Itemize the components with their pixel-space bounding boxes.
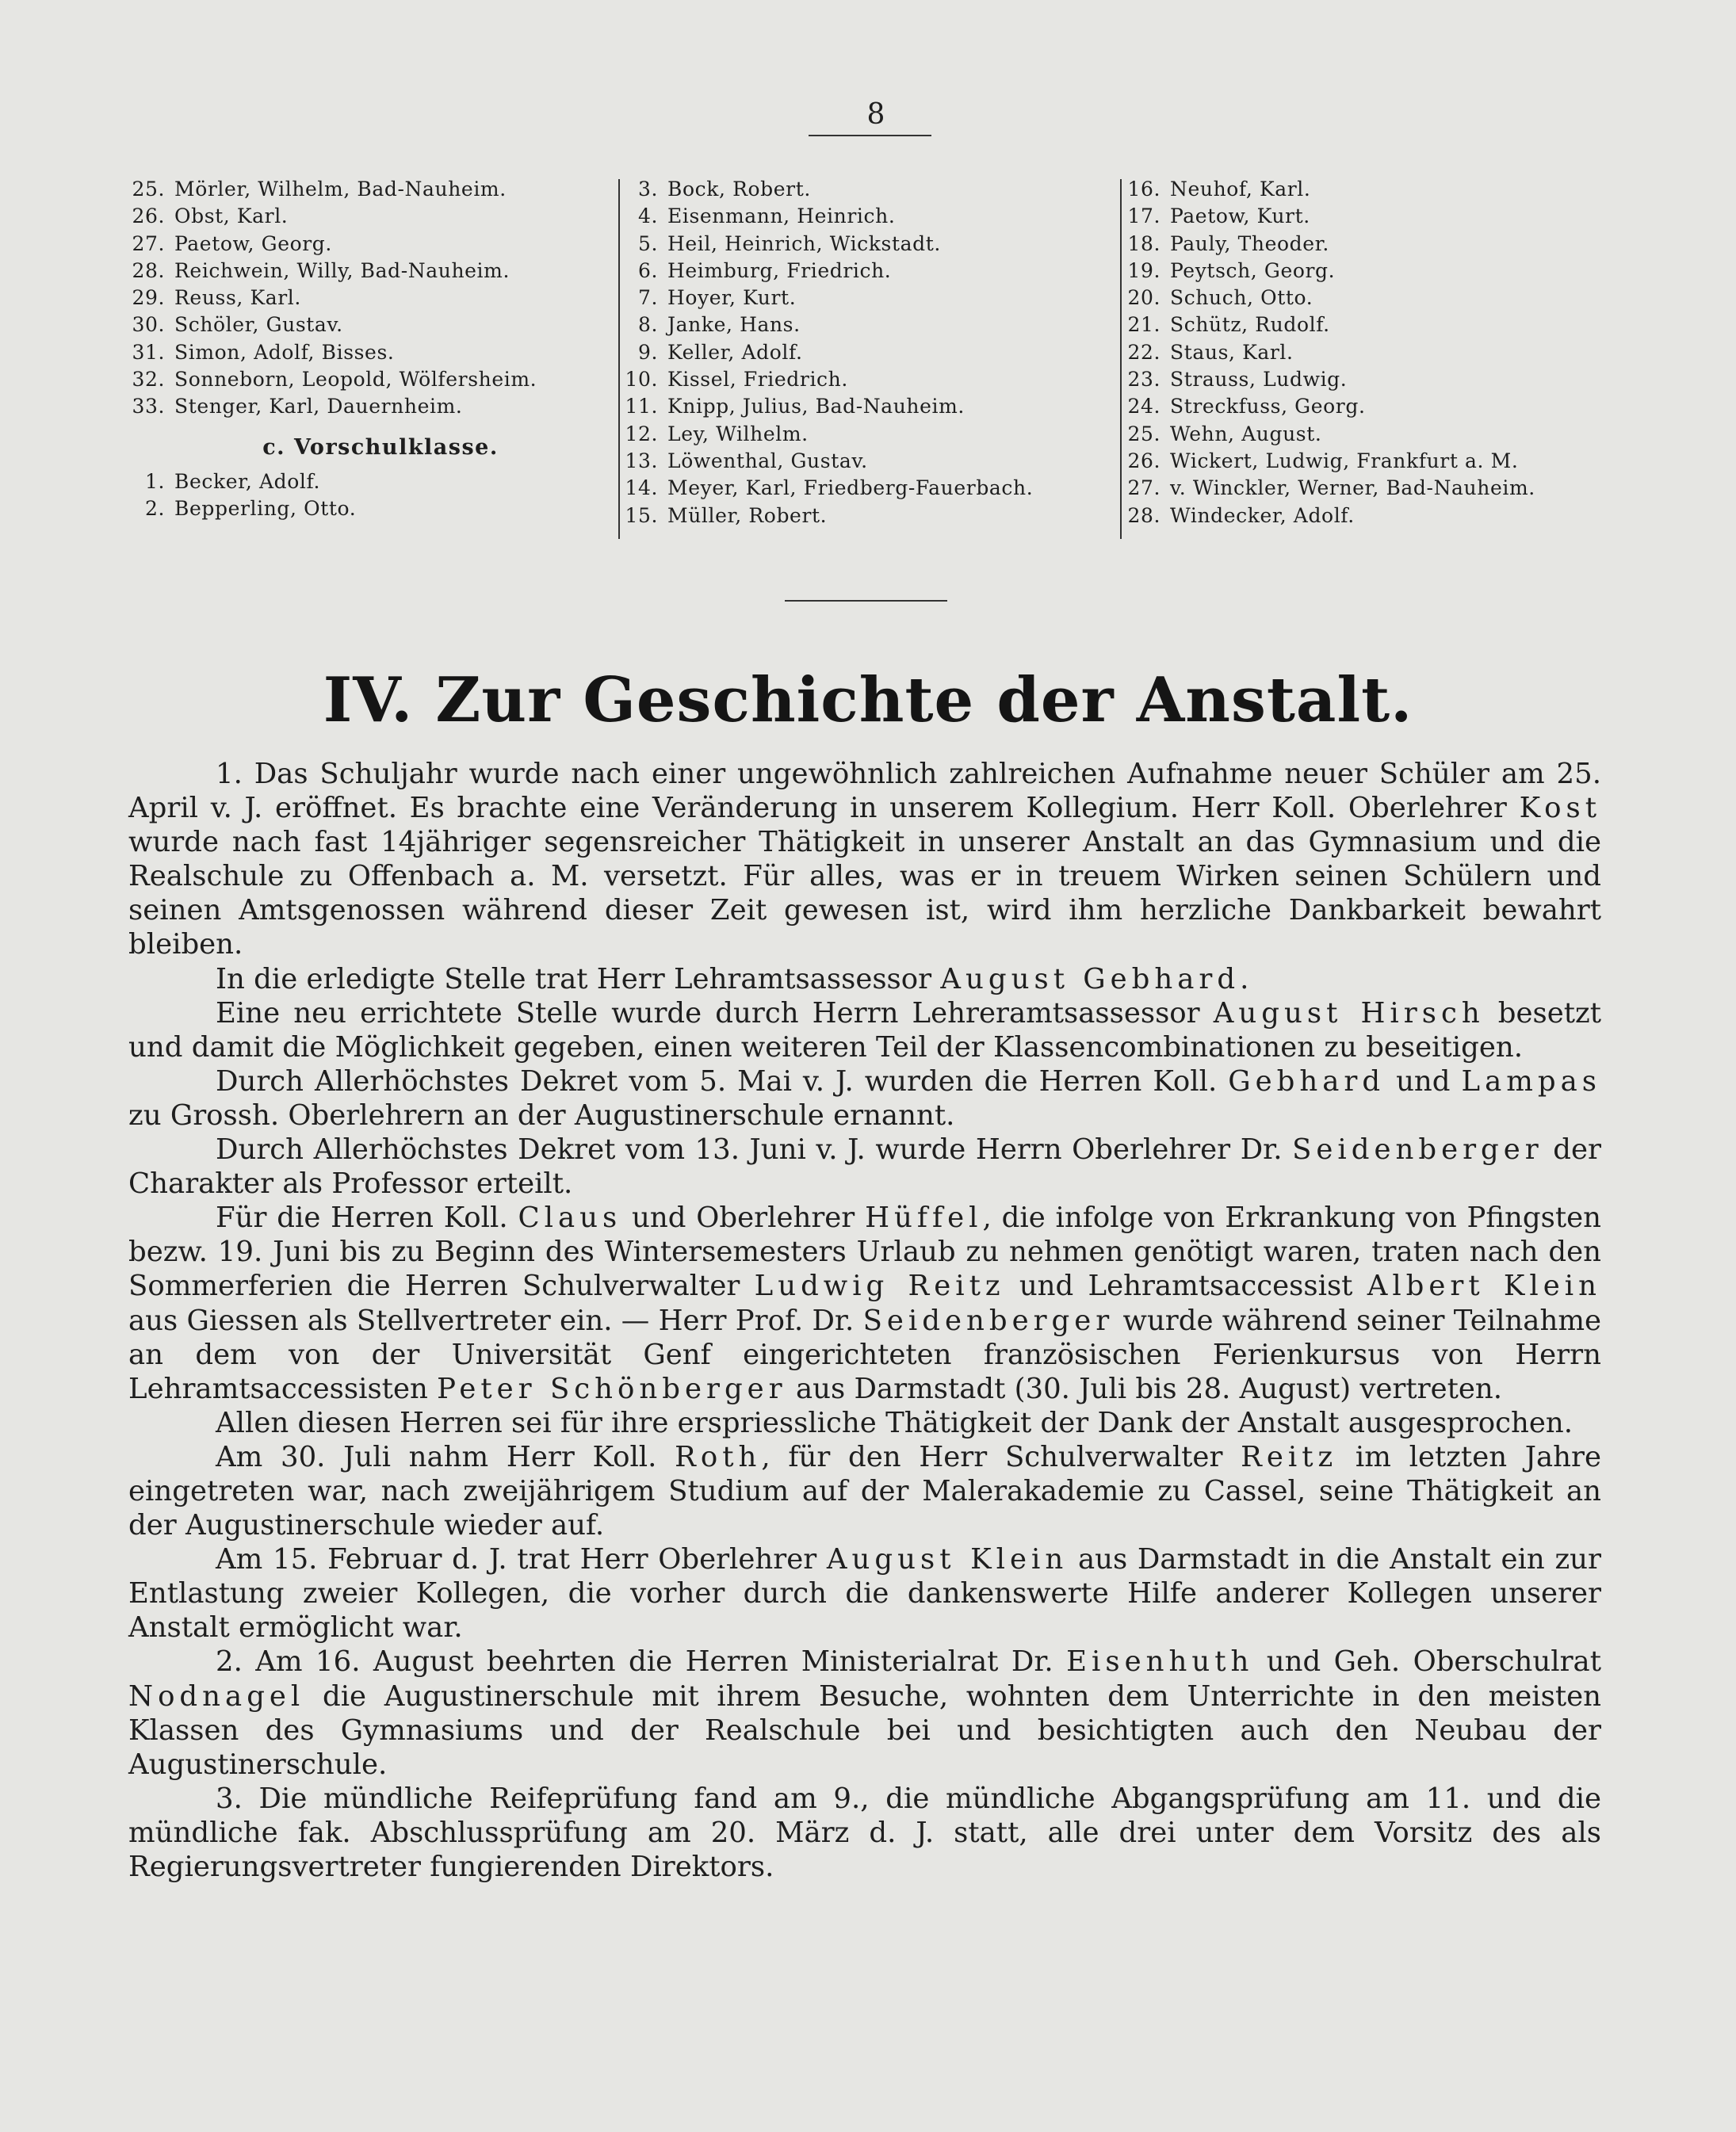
- paragraph-text: 2. Am 16. August beehrten die Herren Ministerialrat Dr.: [216, 1645, 1067, 1679]
- list-item-name: Paetow, Kurt.: [1170, 204, 1310, 228]
- paragraph-text: die Augustinerschule mit ihrem Besuche, wohnten dem Unterrichte in den meisten Klassen des Gymnasiums und der Realschule bei und besichtigten auch den Neubau der Augustinerschule.: [128, 1679, 1601, 1781]
- list-item-number: 5.: [637, 231, 658, 255]
- list-item: [1119, 393, 1611, 420]
- list-item-name: Hoyer, Kurt.: [667, 286, 797, 310]
- list-item-name: Wickert, Ludwig, Frankfurt a. M.: [1170, 449, 1519, 472]
- list-item-name: Heimburg, Friedrich.: [667, 258, 892, 282]
- list-item-number: 14.: [625, 476, 658, 500]
- list-item-number: 21.: [1127, 313, 1161, 337]
- spaced-name: Reitz: [1241, 1440, 1338, 1473]
- list-item: [617, 258, 1116, 285]
- list-item: [617, 448, 1116, 475]
- paragraph-text: aus Giessen als Stellvertreter ein. — Herr Prof. Dr.: [128, 1304, 863, 1337]
- paragraph-text: und Geh. Oberschulrat: [1253, 1645, 1601, 1679]
- paragraph: [128, 1064, 1601, 1133]
- list-item: [617, 366, 1116, 393]
- list-item-number: 3.: [637, 178, 658, 201]
- spaced-name: Eisenhuth: [1066, 1645, 1254, 1679]
- list-item-name: Müller, Robert.: [667, 503, 828, 527]
- paragraph-text: aus Darmstadt (30. Juli bis 28. August) vertreten.: [786, 1372, 1503, 1405]
- list-item-name: Windecker, Adolf.: [1170, 503, 1355, 527]
- spaced-name: Lampas: [1461, 1064, 1602, 1098]
- list-item-number: 16.: [1127, 178, 1161, 201]
- paragraph-text: und Oberlehrer: [621, 1202, 866, 1235]
- paragraph: [128, 757, 1601, 962]
- list-item: [1119, 311, 1611, 338]
- student-list-vorschule: [119, 468, 610, 523]
- list-item-number: 24.: [1127, 395, 1161, 418]
- paragraph: [128, 1645, 1601, 1781]
- list-item-number: 32.: [132, 368, 165, 392]
- paragraph-text: Durch Allerhöchstes Dekret vom 5. Mai v. J. wurden die Herren Koll.: [216, 1064, 1229, 1098]
- list-item-name: Sonneborn, Leopold, Wölfersheim.: [174, 368, 537, 392]
- paragraph-text: Durch Allerhöchstes Dekret vom 13. Juni v. J. wurde Herrn Oberlehrer Dr.: [216, 1133, 1293, 1167]
- student-list-column-3: [1119, 176, 1611, 529]
- list-item: [1119, 285, 1611, 311]
- list-item-name: Mörler, Wilhelm, Bad-Nauheim.: [174, 178, 507, 201]
- student-list-b: [617, 176, 1116, 529]
- list-item-number: 26.: [132, 204, 165, 228]
- list-item-number: 30.: [132, 313, 165, 337]
- paragraph-text: In die erledigte Stelle trat Herr Lehramtsassessor: [216, 962, 941, 995]
- spaced-name: August Hirsch: [1213, 996, 1485, 1030]
- paragraph-text: zu Grossh. Oberlehrern an der Augustinerschule ernannt.: [128, 1098, 955, 1132]
- list-item: [617, 502, 1116, 529]
- list-item-name: Knipp, Julius, Bad-Nauheim.: [667, 395, 965, 418]
- paragraph-text: , die infolge von Erkrankung von Pfingsten bezw. 19. Juni bis zu Beginn des Wintersemesters Urlaub zu nehmen genötigt waren, traten nach den Sommerferien die Herren Schulverwalter: [128, 1202, 1601, 1303]
- list-item-name: Becker, Adolf.: [174, 469, 321, 493]
- list-item-number: 9.: [637, 340, 658, 364]
- paragraph: [128, 1440, 1601, 1542]
- section-heading: IV. Zur Geschichte der Anstalt.: [323, 664, 1413, 736]
- list-item-number: 2.: [144, 497, 165, 521]
- list-item-name: Löwenthal, Gustav.: [667, 449, 868, 472]
- list-item-number: 6.: [637, 258, 658, 282]
- paragraph-text: Eine neu errichtete Stelle wurde durch Herrn Lehreramtsassessor: [216, 996, 1214, 1030]
- list-item-name: Paetow, Georg.: [174, 231, 332, 255]
- paragraph-text: im letzten Jahre eingetreten war, nach zweijährigem Studium auf der Malerakademie zu Cassel, seine Thätigkeit an der Augustinerschule wieder auf.: [128, 1440, 1602, 1542]
- list-item: [1119, 203, 1611, 230]
- list-item: [617, 475, 1116, 502]
- spaced-name: August Gebhard: [940, 962, 1241, 995]
- list-item-number: 33.: [132, 395, 165, 418]
- list-item: [1119, 421, 1611, 448]
- list-item-name: Bepperling, Otto.: [174, 497, 357, 521]
- list-item-number: 25.: [132, 178, 165, 201]
- paragraph: [128, 1782, 1601, 1884]
- spaced-name: August Klein: [826, 1543, 1069, 1576]
- page-number-rule: [809, 135, 931, 136]
- list-item: [617, 339, 1116, 366]
- spaced-name: Hüffel: [865, 1202, 983, 1235]
- paragraph-text: und Lehramtsaccessist: [1004, 1270, 1367, 1303]
- list-item-number: 13.: [625, 449, 658, 472]
- paragraph-text: 1. Das Schuljahr wurde nach einer ungewöhnlich zahlreichen Aufnahme neuer Schüler am 25. April v. J. eröffnet. Es brachte eine Veränderung in unserem Kollegium. Herr Koll. Oberlehrer: [128, 758, 1601, 825]
- list-item: [617, 311, 1116, 338]
- list-item-number: 26.: [1127, 449, 1161, 472]
- list-item: [119, 311, 610, 338]
- list-item-number: 29.: [132, 286, 165, 310]
- paragraph-text: wurde nach fast 14jähriger segensreicher Thätigkeit in unserer Anstalt an das Gymnasium und die Realschule zu Offenbach a. M. versetzt. Für alles, was er in treuem Wirken seinen Schülern und seinen Amtsgenossen während dieser Zeit gewesen ist, wird ihm herzliche Dankbarkeit bewahrt bleiben.: [128, 826, 1601, 961]
- paragraph-text: aus Darmstadt in die Anstalt ein zur Entlastung zweier Kollegen, die vorher durch die dankenswerte Hilfe anderer Kollegen unserer Anstalt ermöglicht war.: [128, 1543, 1601, 1645]
- list-item: [119, 468, 610, 495]
- list-item-number: 28.: [1127, 503, 1161, 527]
- spaced-name: Gebhard: [1228, 1064, 1386, 1098]
- list-item-number: 8.: [637, 313, 658, 337]
- list-item-number: 10.: [625, 368, 658, 392]
- list-item: [1119, 502, 1611, 529]
- paragraph-text: , für den Herr Schulverwalter: [761, 1440, 1241, 1473]
- list-item: [1119, 339, 1611, 366]
- list-item-name: Bock, Robert.: [667, 178, 811, 201]
- list-item: [617, 231, 1116, 258]
- list-item: [119, 495, 610, 522]
- list-item-number: 27.: [132, 231, 165, 255]
- list-item: [617, 176, 1116, 203]
- list-item-name: Ley, Wilhelm.: [667, 422, 809, 445]
- paragraph-text: Allen diesen Herren sei für ihre erspriessliche Thätigkeit der Dank der Anstalt ausgesprochen.: [216, 1406, 1573, 1439]
- list-item: [119, 176, 610, 203]
- spaced-name: Roth: [675, 1440, 762, 1473]
- list-item-name: Obst, Karl.: [174, 204, 289, 228]
- list-item: [119, 203, 610, 230]
- list-item-number: 7.: [637, 286, 658, 310]
- list-item: [617, 421, 1116, 448]
- student-list-a: [119, 176, 610, 421]
- paragraph-text: Am 30. Juli nahm Herr Koll.: [216, 1440, 675, 1473]
- list-item-name: Reuss, Karl.: [174, 286, 301, 310]
- paragraph: [128, 1201, 1601, 1406]
- list-item-number: 12.: [625, 422, 658, 445]
- list-item: [617, 203, 1116, 230]
- section-body: [128, 757, 1601, 1884]
- paragraph: [128, 996, 1601, 1064]
- spaced-name: Kost: [1519, 792, 1601, 825]
- list-item-name: Wehn, August.: [1170, 422, 1322, 445]
- list-item-name: Staus, Karl.: [1170, 340, 1294, 364]
- paragraph-text: und: [1385, 1064, 1462, 1098]
- spaced-name: Claus: [518, 1202, 622, 1235]
- student-list-column-1: [119, 176, 610, 523]
- list-item: [119, 258, 610, 285]
- vorschulklasse-heading: c. Vorschulklasse.: [262, 434, 499, 460]
- list-item-number: 28.: [132, 258, 165, 282]
- list-item-number: 11.: [625, 395, 658, 418]
- list-item-name: Stenger, Karl, Dauernheim.: [174, 395, 463, 418]
- spaced-name: Seidenberger: [1292, 1133, 1543, 1167]
- spaced-name: Ludwig Reitz: [754, 1270, 1005, 1303]
- section-divider-rule: [785, 600, 947, 602]
- list-item-number: 4.: [637, 204, 658, 228]
- list-item-number: 17.: [1127, 204, 1161, 228]
- list-item-number: 31.: [132, 340, 165, 364]
- paragraph: [128, 1542, 1601, 1645]
- paragraph: [128, 1406, 1601, 1440]
- list-item-name: Pauly, Theoder.: [1170, 231, 1329, 255]
- list-item-name: Janke, Hans.: [667, 313, 801, 337]
- paragraph-text: besetzt und damit die Möglichkeit gegeben, einen weiteren Teil der Klassencombinationen zu beseitigen.: [128, 996, 1602, 1064]
- list-item-name: Reichwein, Willy, Bad-Nauheim.: [174, 258, 510, 282]
- list-item: [1119, 366, 1611, 393]
- paragraph-text: .: [1240, 962, 1249, 995]
- paragraph-text: der Charakter als Professor erteilt.: [128, 1133, 1601, 1201]
- list-item-number: 22.: [1127, 340, 1161, 364]
- list-item-name: Streckfuss, Georg.: [1170, 395, 1366, 418]
- list-item-name: Meyer, Karl, Friedberg-Fauerbach.: [667, 476, 1034, 500]
- list-item-number: 19.: [1127, 258, 1161, 282]
- list-item: [119, 366, 610, 393]
- list-item: [1119, 176, 1611, 203]
- list-item-name: Simon, Adolf, Bisses.: [174, 340, 395, 364]
- list-item: [1119, 258, 1611, 285]
- list-item-name: Schütz, Rudolf.: [1170, 313, 1330, 337]
- list-item-number: 18.: [1127, 231, 1161, 255]
- list-item: [119, 231, 610, 258]
- spaced-name: Nodnagel: [128, 1679, 305, 1713]
- list-item-name: Strauss, Ludwig.: [1170, 368, 1348, 392]
- list-item-name: Neuhof, Karl.: [1170, 178, 1311, 201]
- list-item-name: Heil, Heinrich, Wickstadt.: [667, 231, 941, 255]
- list-item: [1119, 448, 1611, 475]
- spaced-name: Peter Schönberger: [437, 1372, 787, 1405]
- list-item: [1119, 475, 1611, 502]
- list-item: [119, 339, 610, 366]
- list-item-name: Schuch, Otto.: [1170, 286, 1313, 310]
- list-item-number: 23.: [1127, 368, 1161, 392]
- page-number: 8: [866, 98, 885, 131]
- paragraph-text: 3. Die mündliche Reifeprüfung fand am 9., die mündliche Abgangsprüfung am 11. und die mündliche fak. Abschlussprüfung am 20. März d. J. statt, alle drei unter dem Vorsitz des als Regierungsvertreter fungierenden Direktors.: [128, 1782, 1601, 1883]
- list-item-name: Peytsch, Georg.: [1170, 258, 1336, 282]
- list-item-number: 27.: [1127, 476, 1161, 500]
- paragraph-text: wurde während seiner Teilnahme an dem von der Universität Genf eingerichteten französischen Ferienkursus von Herrn Lehramtsaccessisten: [128, 1304, 1601, 1405]
- paragraph: [128, 962, 1601, 996]
- list-item-name: v. Winckler, Werner, Bad-Nauheim.: [1170, 476, 1535, 500]
- list-item: [617, 393, 1116, 420]
- student-list-c: [1119, 176, 1611, 529]
- list-item-name: Schöler, Gustav.: [174, 313, 343, 337]
- list-item: [617, 285, 1116, 311]
- list-item-name: Eisenmann, Heinrich.: [667, 204, 896, 228]
- list-item-number: 20.: [1127, 286, 1161, 310]
- list-item-name: Kissel, Friedrich.: [667, 368, 848, 392]
- list-item-number: 1.: [144, 469, 165, 493]
- list-item: [1119, 231, 1611, 258]
- list-item-number: 15.: [625, 503, 658, 527]
- list-item-number: 25.: [1127, 422, 1161, 445]
- student-list-column-2: [617, 176, 1116, 529]
- list-item: [119, 285, 610, 311]
- student-list-columns: [119, 176, 1609, 548]
- paragraph: [128, 1133, 1601, 1201]
- list-item-name: Keller, Adolf.: [667, 340, 803, 364]
- paragraph-text: Am 15. Februar d. J. trat Herr Oberlehrer: [216, 1543, 827, 1576]
- list-item: [119, 393, 610, 420]
- paragraph-text: Für die Herren Koll.: [216, 1202, 518, 1235]
- spaced-name: Albert Klein: [1367, 1270, 1601, 1303]
- spaced-name: Seidenberger: [862, 1304, 1115, 1337]
